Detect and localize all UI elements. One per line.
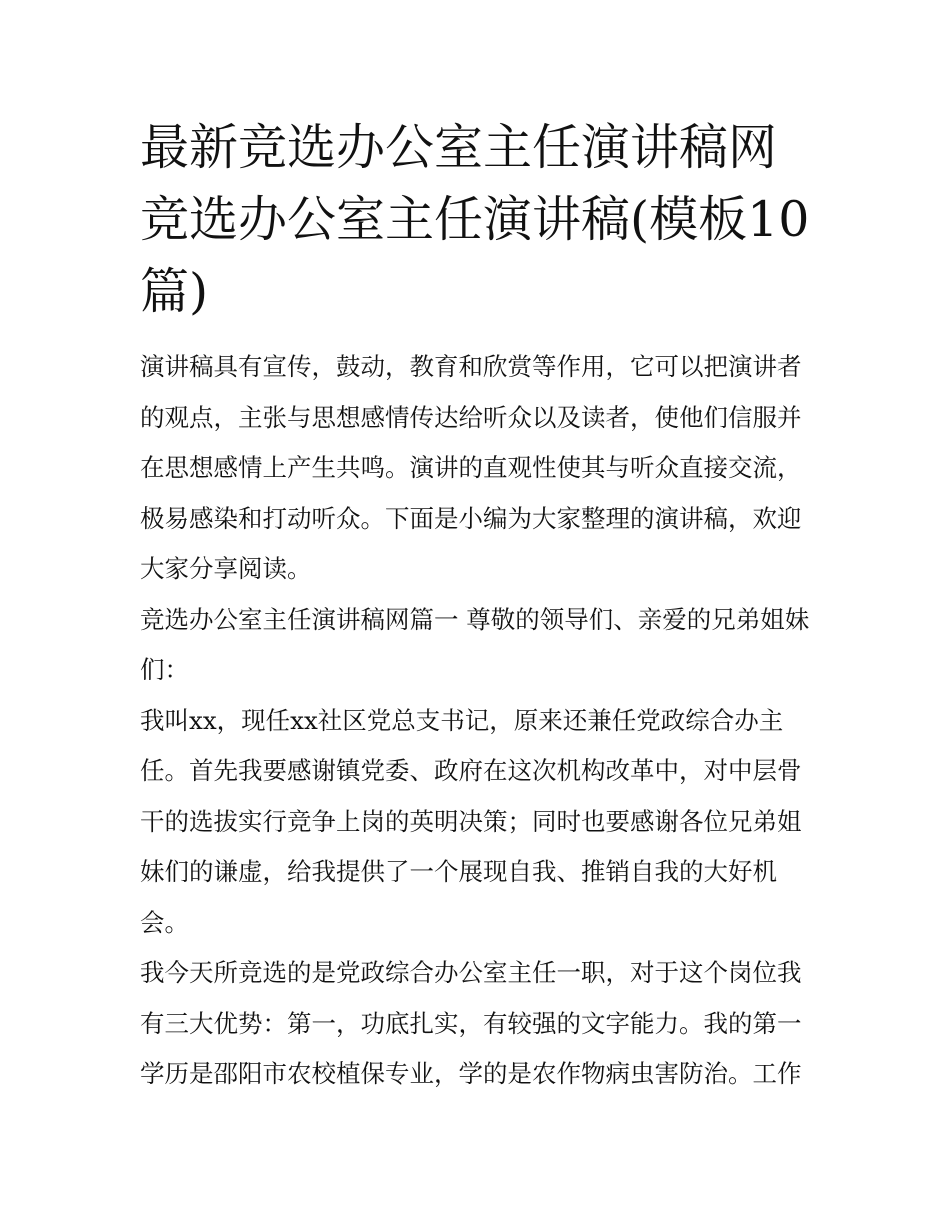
paragraph-section-heading: 竞选办公室主任演讲稿网篇一 尊敬的领导们、亲爱的兄弟姐妹们： — [140, 604, 810, 684]
paragraph-intro: 演讲稿具有宣传，鼓动，教育和欣赏等作用，它可以把演讲者的观点，主张与思想感情传达给听众以及读者，使他们信服并在思想感情上产生共鸣。演讲的直观性使其与听众直接交流，极易感染和打动听众。下面是小编为大家整理的演讲稿，欢迎大家分享阅读。 — [140, 352, 802, 583]
paragraph-self-introduction: 我叫xx，现任xx社区党总支书记，原来还兼任党政综合办主任。首先我要感谢镇党委、政府在这次机构改革中，对中层骨干的选拔实行竞争上岗的英明决策；同时也要感谢各位兄弟姐妹们的谦虚，给我提供了一个展现自我、推销自我的大好机会。 — [140, 705, 802, 937]
paragraph-advantages: 我今天所竞选的是党政综合办公室主任一职，对于这个岗位我有三大优势：第一，功底扎实，有较强的文字能力。我的第一学历是邵阳市农校植保专业，学的是农作物病虫害防治。工作 — [140, 958, 802, 1088]
document-title: 最新竞选办公室主任演讲稿网竞选办公室主任演讲稿(模板10篇) — [140, 119, 810, 320]
document-body — [140, 112, 812, 1100]
